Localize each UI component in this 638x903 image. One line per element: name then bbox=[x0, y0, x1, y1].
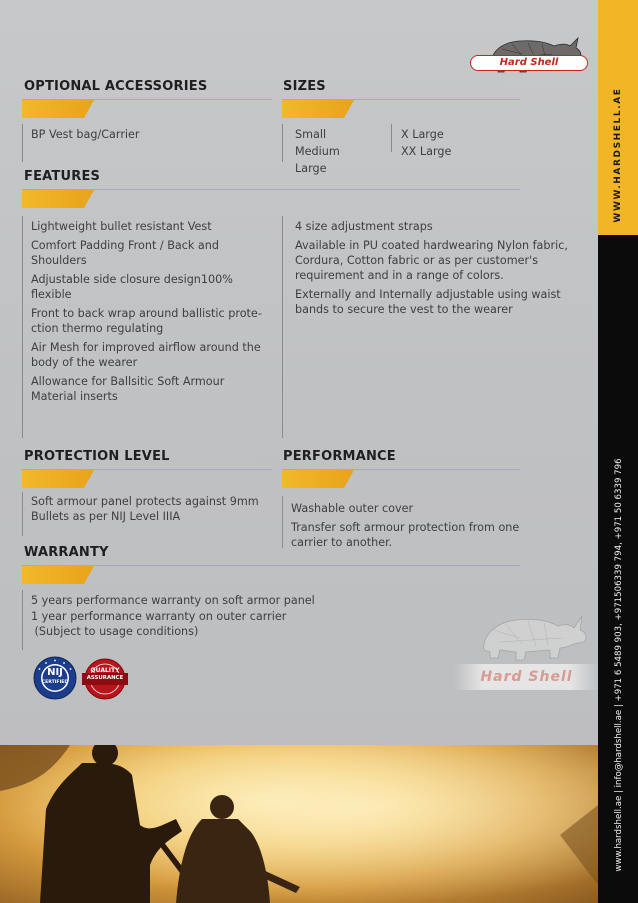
protection-level-heading: PROTECTION LEVEL bbox=[24, 449, 170, 464]
warranty-list bbox=[31, 593, 351, 640]
brand-watermark-text: Hard Shell bbox=[454, 664, 599, 690]
nij-badge-sublabel: CERTIFIED bbox=[41, 680, 69, 685]
quality-badge-line2: ASSURANCE bbox=[86, 675, 124, 681]
list-item: Large bbox=[295, 162, 327, 175]
list-item: Transfer soft armour protection from one carrier to another. bbox=[291, 521, 520, 549]
sizes-bracket bbox=[282, 124, 283, 162]
list-item: Small bbox=[295, 128, 327, 141]
soldiers-photo bbox=[0, 745, 598, 903]
protection-level-text: Soft armour panel protects against 9mm Bullets as per NIJ Level IIIA bbox=[31, 495, 259, 523]
warranty-heading: WARRANTY bbox=[24, 545, 109, 560]
features-bracket-right bbox=[282, 216, 283, 438]
optional-accessories-tab bbox=[22, 100, 94, 118]
performance-bracket bbox=[282, 496, 283, 548]
list-item: Front to back wrap around ballistic prote-ction thermo regulating bbox=[31, 307, 262, 335]
quality-badge-line1: QUALITY bbox=[90, 667, 120, 674]
optional-accessories-rule bbox=[22, 99, 272, 100]
features-tab bbox=[22, 190, 94, 208]
list-item: (Subject to usage conditions) bbox=[31, 625, 199, 638]
sizes-rule bbox=[282, 99, 520, 100]
contact-vertical-text: www.hardshell.ae | info@hardshell.ae | +971 6 5489 903, +971506339 794, +971 50 6339 796 bbox=[614, 458, 624, 872]
protection-level-bracket bbox=[22, 492, 23, 536]
warranty-rule bbox=[22, 565, 520, 566]
list-item: 4 size adjustment straps bbox=[295, 220, 433, 233]
features-list-right bbox=[295, 219, 585, 321]
optional-accessories-heading: OPTIONAL ACCESSORIES bbox=[24, 79, 208, 94]
performance-tab bbox=[282, 470, 354, 488]
list-item: Washable outer cover bbox=[291, 502, 414, 515]
rhino-watermark-icon bbox=[476, 606, 590, 662]
sizes-list-left bbox=[295, 126, 385, 177]
list-item: Externally and Internally adjustable using waist bands to secure the vest to the wearer bbox=[295, 288, 561, 316]
features-list-left bbox=[31, 219, 269, 408]
list-item: Allowance for Ballsitic Soft Armour Material inserts bbox=[31, 375, 225, 403]
nij-certified-badge-icon bbox=[33, 656, 77, 700]
sizes-divider bbox=[391, 124, 392, 152]
list-item: Adjustable side closure design100% flexible bbox=[31, 273, 233, 301]
features-bracket-left bbox=[22, 216, 23, 438]
sizes-tab bbox=[282, 100, 354, 118]
list-item: Available in PU coated hardwearing Nylon fabric, Cordura, Cotton fabric or as per customer's requirement and in a range of colors. bbox=[295, 239, 568, 282]
list-item: X Large bbox=[401, 128, 444, 141]
list-item: Lightweight bullet resistant Vest bbox=[31, 220, 212, 233]
protection-level-rule bbox=[22, 469, 272, 470]
sizes-heading: SIZES bbox=[283, 79, 326, 94]
list-item: XX Large bbox=[401, 145, 452, 158]
sizes-list-right bbox=[401, 126, 491, 160]
website-vertical-text: WWW.HARDSHELL.AE bbox=[613, 87, 623, 223]
features-heading: FEATURES bbox=[24, 169, 101, 184]
list-item: 1 year performance warranty on outer carrier bbox=[31, 609, 287, 623]
list-item: Medium bbox=[295, 145, 340, 158]
list-item: Comfort Padding Front / Back and Shoulders bbox=[31, 239, 219, 267]
soldier-silhouettes bbox=[0, 745, 598, 903]
features-rule bbox=[22, 189, 520, 190]
brand-logo-badge: Hard Shell bbox=[470, 55, 588, 71]
optional-accessories-list bbox=[31, 127, 261, 146]
nij-badge-label: NIJ bbox=[47, 667, 63, 678]
list-item: BP Vest bag/Carrier bbox=[31, 128, 140, 141]
protection-level-tab bbox=[22, 470, 94, 488]
performance-list bbox=[291, 501, 521, 554]
warranty-bracket bbox=[22, 590, 23, 650]
list-item: 5 years performance warranty on soft armor panel bbox=[31, 594, 315, 607]
performance-heading: PERFORMANCE bbox=[283, 449, 396, 464]
warranty-tab bbox=[22, 566, 94, 584]
optional-accessories-bracket bbox=[22, 124, 23, 162]
performance-rule bbox=[282, 469, 520, 470]
list-item: Air Mesh for improved airflow around the body of the wearer bbox=[31, 341, 261, 369]
